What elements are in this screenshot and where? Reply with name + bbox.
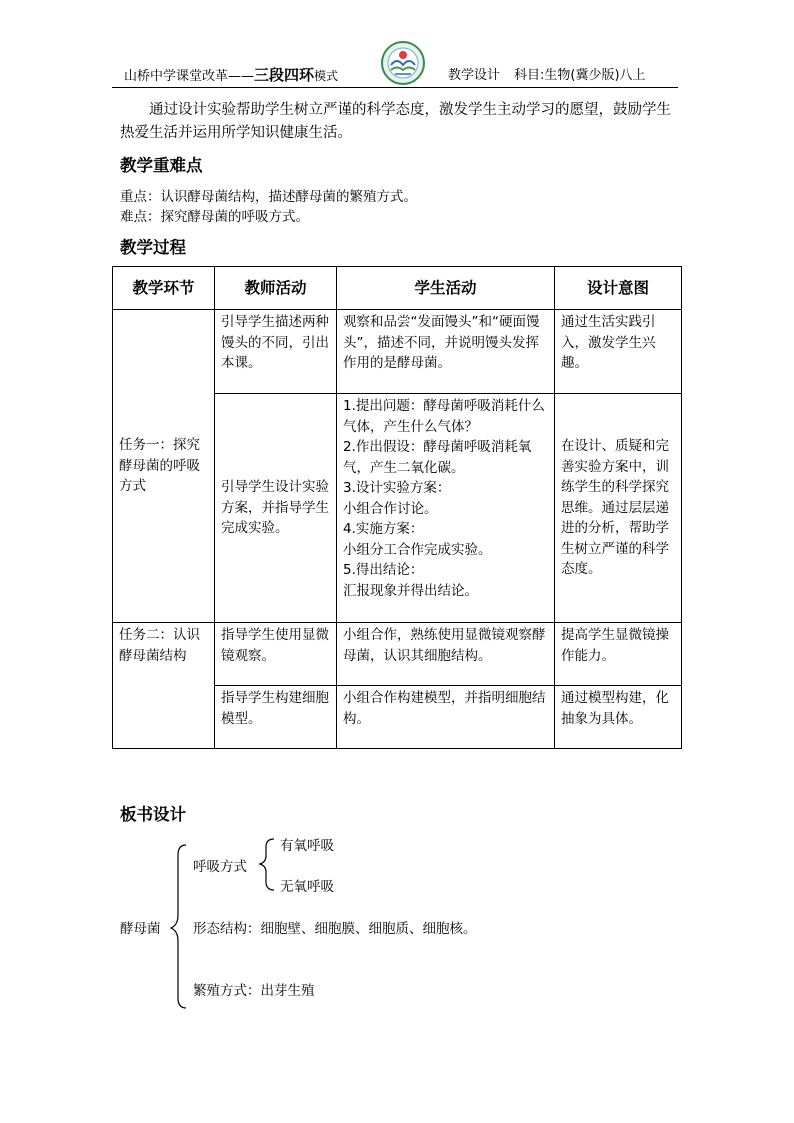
main-brace-icon (171, 845, 186, 1008)
board-anaerobic: 无氧呼吸 (280, 879, 334, 895)
key-point-focus: 重点：认识酵母菌结构，描述酵母菌的繁殖方式。 (120, 189, 417, 205)
header-subject: 科目:生物(冀少版)八上 (514, 68, 646, 83)
header-school-prefix: 山桥中学课堂改革—— (124, 69, 255, 84)
header-mode-suffix: 模式 (314, 69, 339, 83)
stage-cell-task1: 任务一：探究酵母菌的呼吸方式 (113, 310, 215, 623)
student-step: 小组合作讨论。 (343, 500, 438, 517)
design-intent-cell: 提高学生显微镜操作能力。 (555, 623, 682, 686)
column-header: 教学环节 (113, 267, 215, 310)
student-step: 4.实施方案： (343, 521, 424, 537)
teacher-activity-cell: 指导学生构建细胞模型。 (215, 686, 337, 749)
header-mode-name: 三段四环 (254, 66, 315, 84)
intro-paragraph: 通过设计实验帮助学生树立严谨的科学态度，激发学生主动学习的愿望，鼓励学生热爱生活并运用所学知识健康生活。 (120, 102, 671, 141)
column-header: 设计意图 (555, 267, 682, 310)
column-header: 教师活动 (215, 267, 337, 310)
student-activity-cell: 观察和品尝“发面馒头”和“硬面馒头”，描述不同，并说明馒头发挥作用的是酵母菌。 (337, 310, 555, 394)
stage-cell-task2: 任务二：认识酵母菌结构 (113, 623, 215, 749)
student-step: 1.提出问题：酵母菌呼吸消耗什么气体，产生什么气体？ (343, 398, 545, 435)
key-points-heading: 教学重难点 (120, 156, 203, 175)
table-header-row (113, 267, 682, 310)
student-activity-cell (337, 394, 555, 623)
design-intent-cell: 通过生活实践引入，激发学生兴趣。 (555, 310, 682, 394)
key-point-difficulty: 难点：探究酵母菌的呼吸方式。 (120, 209, 309, 225)
student-step: 3.设计实验方案： (343, 480, 451, 496)
header-doc-type: 教学设计 (448, 68, 501, 83)
header-meta (448, 64, 646, 83)
board-aerobic: 有氧呼吸 (280, 838, 334, 854)
student-activity-cell: 小组合作，熟练使用显微镜观察酵母菌，认识其细胞结构。 (337, 623, 555, 686)
teacher-activity-cell: 引导学生设计实验方案，并指导学生完成实验。 (215, 394, 337, 623)
design-intent-cell: 通过模型构建，化抽象为具体。 (555, 686, 682, 749)
design-intent-cell: 在设计、质疑和完善实验方案中，训练学生的科学探究思维。通过层层递进的分析，帮助学生树立严谨的科学态度。 (555, 394, 682, 623)
page-header (112, 38, 678, 88)
table-row (113, 310, 682, 394)
header-school-title (124, 64, 338, 85)
student-step: 汇报现象并得出结论。 (343, 582, 478, 599)
board-respiration: 呼吸方式 (193, 859, 247, 875)
school-logo-icon (372, 41, 434, 85)
process-table (112, 266, 682, 749)
column-header: 学生活动 (337, 267, 555, 310)
board-structure: 形态结构：细胞壁、细胞膜、细胞质、细胞核。 (193, 921, 477, 937)
student-step: 2.作出假设：酵母菌呼吸消耗氧气，产生二氧化碳。 (343, 439, 532, 476)
table-row (113, 623, 682, 686)
process-heading: 教学过程 (120, 238, 186, 257)
board-root: 酵母菌 (120, 921, 161, 937)
teacher-activity-cell: 引导学生描述两种馒头的不同，引出本课。 (215, 310, 337, 394)
board-reproduction: 繁殖方式：出芽生殖 (193, 983, 315, 999)
board-heading: 板书设计 (120, 805, 186, 824)
student-step: 小组分工合作完成实验。 (343, 541, 492, 558)
student-step: 5.得出结论： (343, 562, 424, 578)
teacher-activity-cell: 指导学生使用显微镜观察。 (215, 623, 337, 686)
respiration-brace-icon (260, 839, 274, 890)
student-activity-cell: 小组合作构建模型，并指明细胞结构。 (337, 686, 555, 749)
